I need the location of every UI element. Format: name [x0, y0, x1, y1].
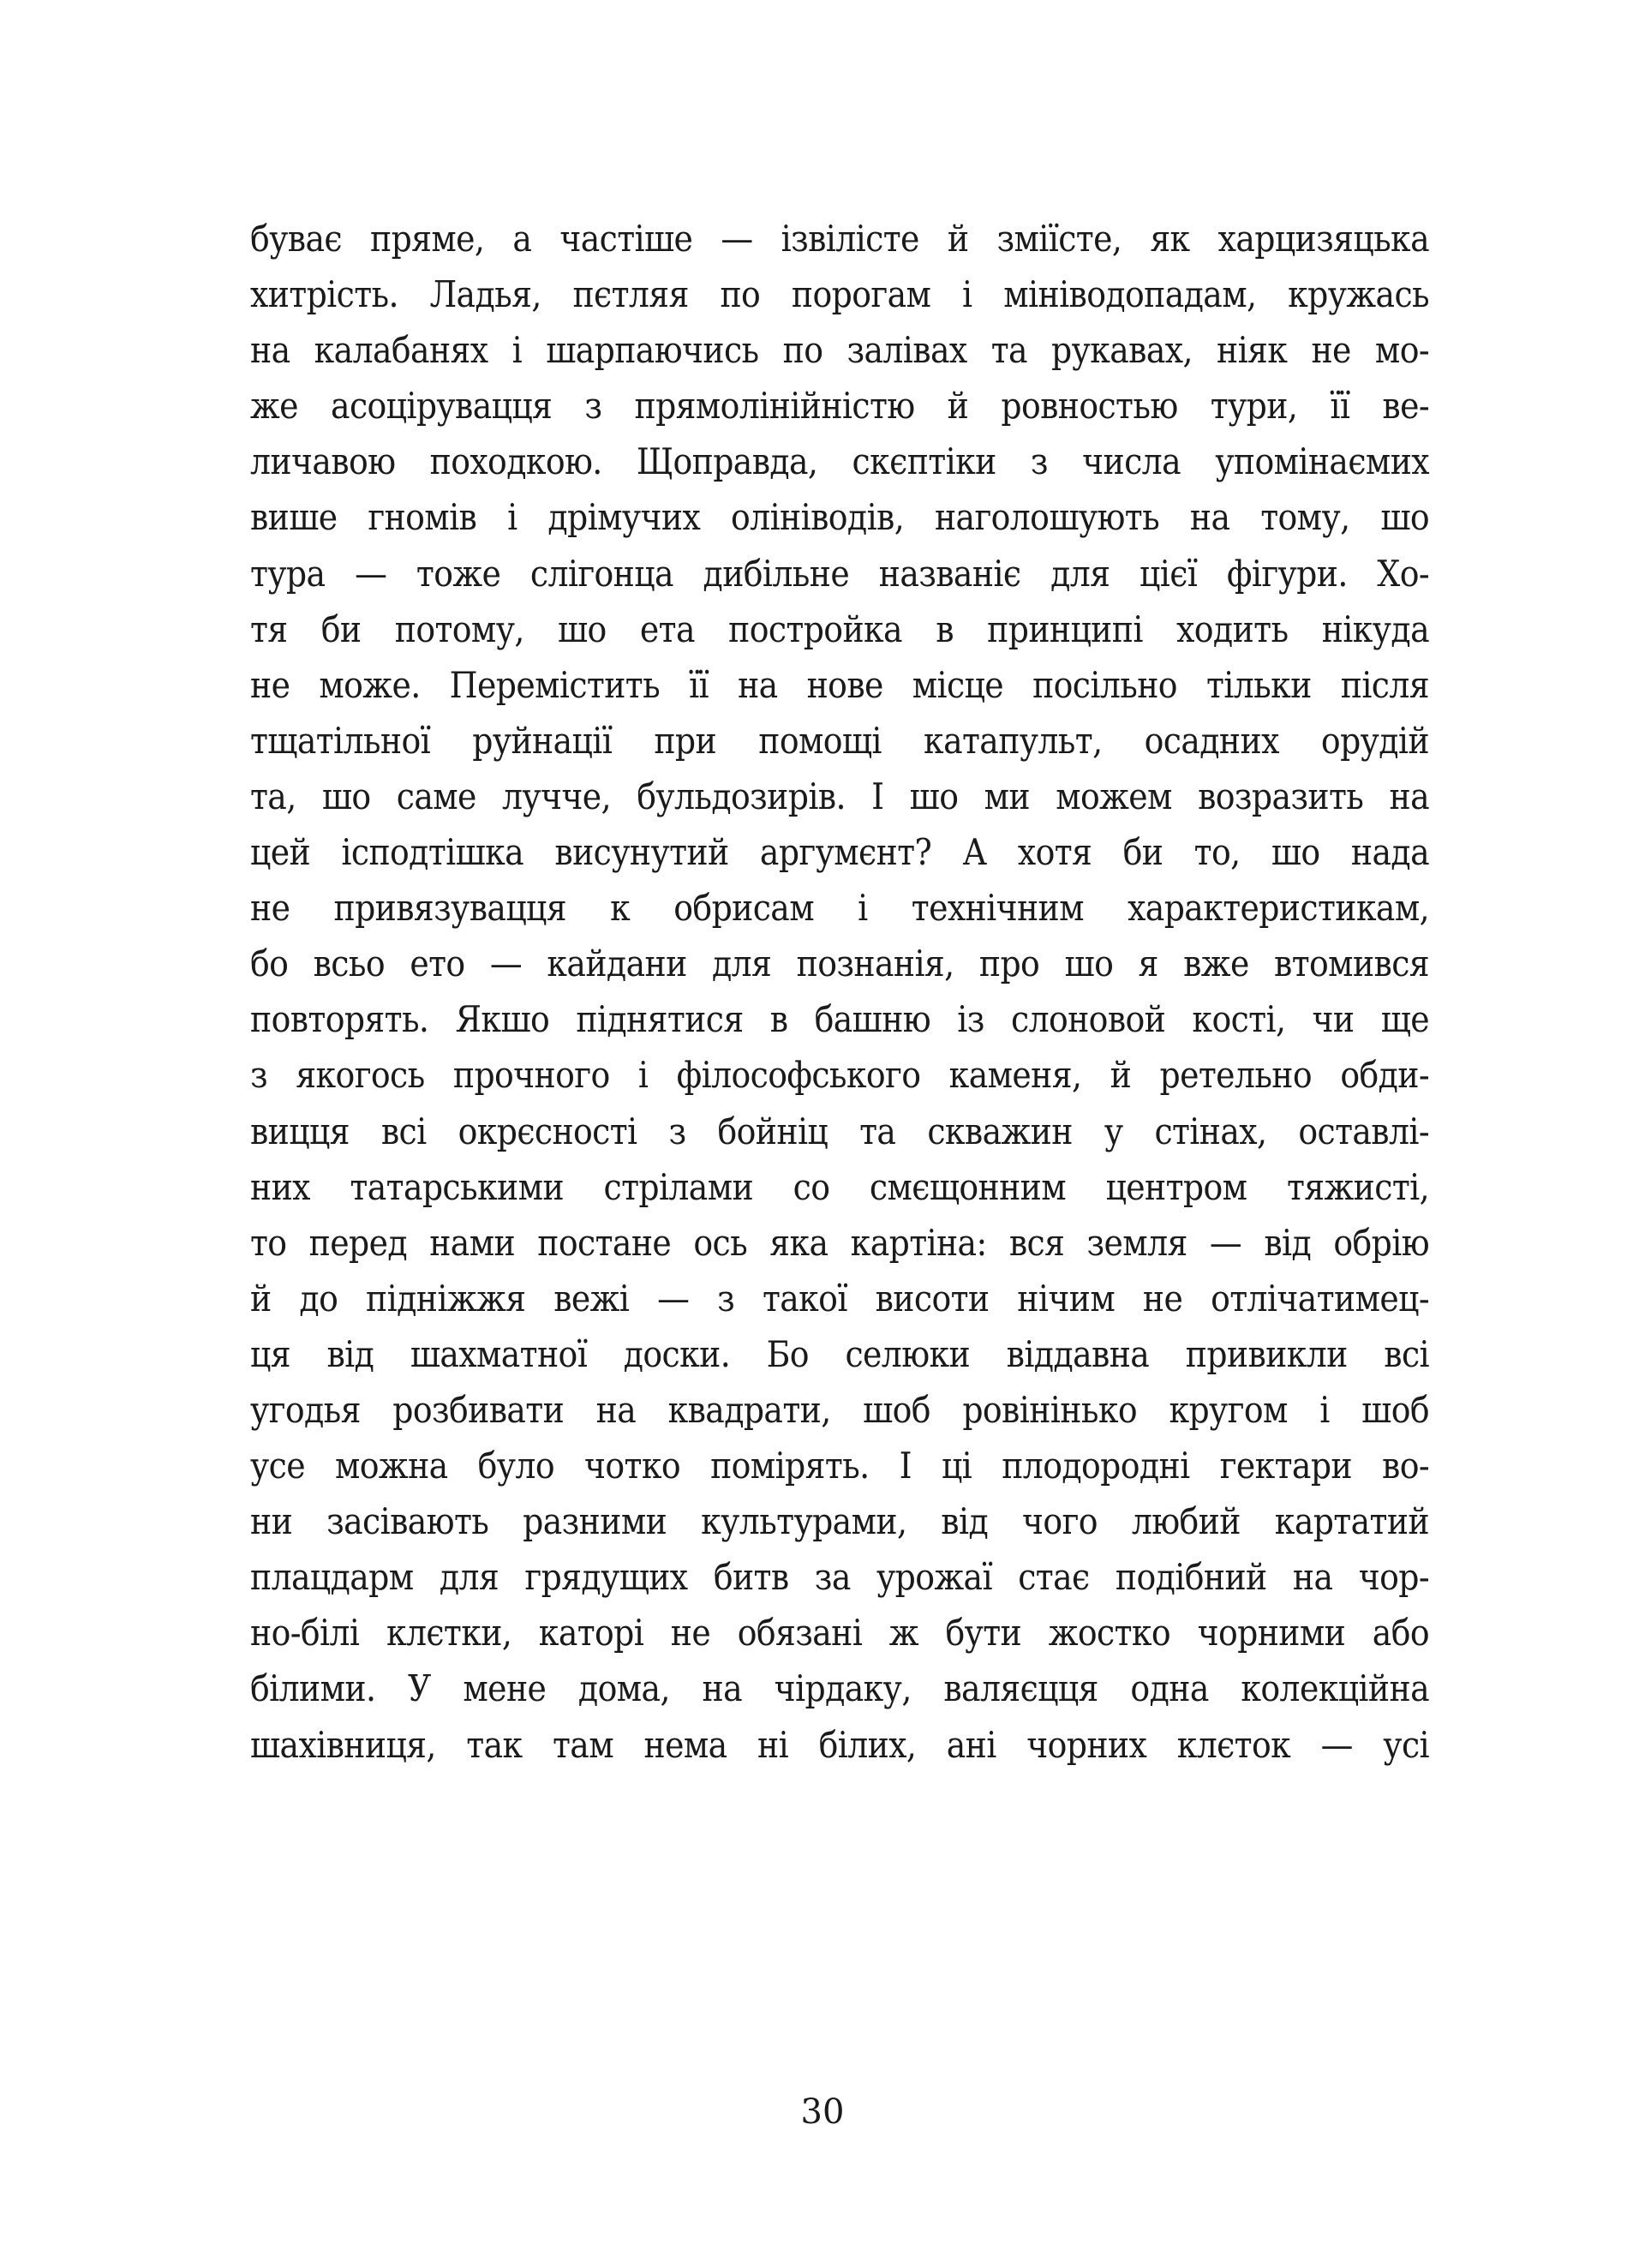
- text-line: личавою походкою. Щоправда, скєптіки з числа упомінаємих: [250, 440, 1429, 483]
- text-line: угодья розбивати на квадрати, шоб ровінінько кругом і шоб: [250, 1388, 1429, 1431]
- text-line: не привязувацця к обрисам і технічним характеристикам,: [250, 887, 1429, 930]
- text-line: више гномів і дрімучих олініводів, наголошують на тому, шо: [250, 496, 1429, 539]
- text-line: не може. Перемістить її на нове місце посільно тільки після: [250, 663, 1429, 706]
- text-line: буває пряме, а частіше — ізвілісте й зміїсте, як харцизяцька: [250, 218, 1429, 260]
- text-line: бо всьо ето — кайдани для познанія, про шо я вже втомився: [250, 943, 1429, 985]
- text-line: й до підніжжя вежі — з такої висоти нічим не отлічатимец-: [250, 1277, 1429, 1320]
- text-line: білими. У мене дома, на чірдаку, валяєцця одна колекційна: [250, 1667, 1429, 1710]
- text-line: повторять. Якшо піднятися в башню із слоновой кості, чи ще: [250, 998, 1429, 1041]
- text-line: шахівниця, так там нема ні білих, ані чорних клєток — усі: [250, 1723, 1429, 1766]
- text-line: усе можна було чотко помірять. І ці плодородні гектари во-: [250, 1445, 1429, 1487]
- text-line: хитрість. Ладья, пєтляя по порогам і мініводопадам, кружась: [250, 273, 1429, 316]
- text-line: вицця всі окрєсності з бойніц та скважин у стінах, оставлі-: [250, 1110, 1429, 1152]
- text-line: же асоцірувацця з прямолінійністю й ровностью тури, її ве-: [250, 385, 1429, 428]
- text-line: та, шо саме лучче, бульдозирів. І шо ми можем возразить на: [250, 775, 1429, 817]
- text-line: тя би потому, шо ета постройка в принципі ходить нікуда: [250, 607, 1429, 650]
- text-line: ця від шахматної доски. Бо селюки віддавна привикли всі: [250, 1332, 1429, 1375]
- text-line: ни засівають разними культурами, від чого любий картатий: [250, 1500, 1429, 1543]
- text-line: то перед нами постане ось яка картіна: вся земля — від обрію: [250, 1221, 1429, 1264]
- body-text: [250, 211, 1429, 1773]
- text-line: них татарськими стрілами со смєщонним центром тяжисті,: [250, 1165, 1429, 1208]
- text-line: тура — тоже слігонца дибільне названіє для цієї фігури. Хо-: [250, 552, 1429, 595]
- text-line: но-білі клєтки, каторі не обязані ж бути жостко чорними або: [250, 1612, 1429, 1655]
- text-line: тщатільної руйнації при помощі катапульт, осадних орудій: [250, 719, 1429, 762]
- text-line: з якогось прочного і філософського каменя, й ретельно обди-: [250, 1054, 1429, 1097]
- text-line: плацдарм для грядущих битв за урожаї стає подібний на чор-: [250, 1556, 1429, 1599]
- text-line: на калабанях і шарпаючись по залівах та рукавах, ніяк не мо-: [250, 329, 1429, 372]
- text-line: цей іcподтішка висунутий аргумєнт? А хотя би то, шо нада: [250, 831, 1429, 874]
- page-number: 30: [800, 2092, 845, 2132]
